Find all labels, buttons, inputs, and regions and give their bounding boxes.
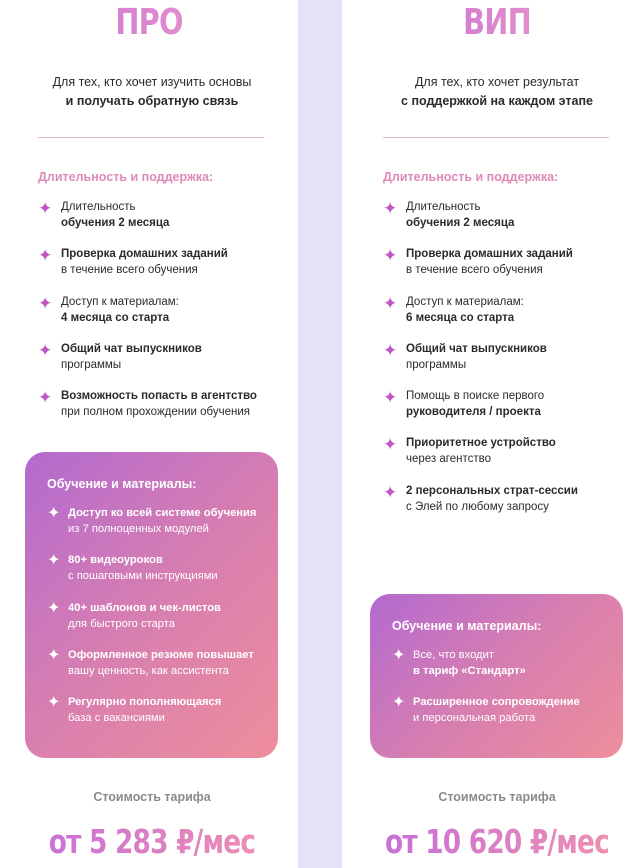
materials-item [47,552,268,599]
materials-list [392,647,613,742]
materials-item [47,647,268,694]
sparkle-icon: ✦ [38,388,53,408]
materials-item [392,647,613,694]
sparkle-icon: ✦ [47,599,61,617]
plan-title: ВИП [379,2,614,43]
sparkle-icon: ✦ [47,552,61,570]
materials-list [47,505,268,741]
feature-line-bold: Проверка домашних заданий [61,248,228,261]
feature-item [383,199,638,246]
materials-box [25,452,278,758]
sparkle-icon: ✦ [47,646,61,664]
materials-item [47,505,268,552]
materials-item [392,694,613,741]
feature-item [383,483,638,530]
feature-item [38,246,288,293]
feature-line-bold: Проверка домашних заданий [406,248,573,261]
feature-line-bold: 6 месяца со старта [406,311,515,324]
materials-line-bold: Расширенное сопровождение [413,696,580,709]
price-label: Стоимость тарифа [93,790,211,804]
materials-line-bold: Доступ ко всей системе обучения [68,507,257,519]
feature-list [38,199,288,435]
feature-item [383,435,638,482]
feature-line-bold: Общий чат выпускников [406,342,547,355]
materials-item [47,694,268,741]
price-value: от 10 620 ₽/мес [379,822,614,861]
feature-line-bold: Приоритетное устройство [406,437,556,450]
subtitle-bold-line: с поддержкой на каждом этапе [401,94,593,108]
materials-line: для быстрого старта [68,617,176,630]
feature-line: через агентство [406,453,492,466]
feature-line-bold: 4 месяца со старта [61,311,170,324]
feature-line-bold: Возможность попасть в агентство [61,390,257,403]
subtitle-bold-line: и получать обратную связь [65,94,239,108]
materials-heading: Обучение и материалы: [392,619,542,633]
sparkle-icon: ✦ [47,505,61,522]
sparkle-icon: ✦ [47,694,61,712]
section-heading: Длительность и поддержка: [38,170,214,184]
materials-box [370,594,623,758]
feature-item [38,388,288,435]
price-value: от 5 283 ₽/мес [35,822,269,861]
sparkle-icon: ✦ [392,694,406,712]
materials-line: вашу ценность, как ассистента [68,664,229,677]
feature-line-bold: Общий чат выпускников [61,342,202,355]
plan-card-vip [342,0,644,868]
feature-line-bold: руководителя / проекта [406,406,541,419]
feature-item [383,388,638,435]
plan-subtitle [6,73,298,111]
subtitle-line: Для тех, кто хочет изучить основы [52,75,252,89]
feature-line-bold: обучения 2 месяца [406,217,515,229]
sparkle-icon: ✦ [383,199,398,218]
feature-line: Доступ к материалам: [406,295,524,308]
materials-line-bold: 40+ шаблонов и чек-листов [68,601,221,614]
feature-line: Длительность [61,201,136,213]
materials-item [47,600,268,647]
subtitle-line: Для тех, кто хочет результат [414,75,580,89]
divider [38,137,264,138]
plan-subtitle [350,73,644,111]
materials-line-bold: Регулярно пополняющаяся [68,696,222,709]
materials-heading: Обучение и материалы: [47,477,197,491]
divider [383,137,609,138]
feature-line: Помощь в поиске первого [406,390,545,403]
feature-item [38,341,288,388]
sparkle-icon: ✦ [38,199,53,218]
materials-line-bold: 80+ видеоуроков [68,554,163,567]
materials-line: из 7 полноценных модулей [68,523,209,535]
plan-title: ПРО [30,2,268,43]
materials-line-bold: в тариф «Стандарт» [413,665,526,677]
feature-line: в течение всего обучения [61,264,198,277]
sparkle-icon: ✦ [383,482,398,502]
sparkle-icon: ✦ [392,647,406,664]
feature-line: Доступ к материалам: [61,295,179,308]
feature-line: программы [61,358,122,371]
sparkle-icon: ✦ [383,340,398,360]
feature-line: с Элей по любому запросу [406,500,549,513]
materials-line: база с вакансиями [68,712,165,725]
price-label: Стоимость тарифа [438,790,556,804]
plan-card-pro [0,0,298,868]
feature-line: при полном прохождении обучения [61,406,251,419]
materials-line: Все, что входит [413,649,494,661]
materials-line: с пошаговыми инструкциями [68,570,218,583]
section-heading: Длительность и поддержка: [383,170,559,184]
materials-line-bold: Оформленное резюме повышает [68,648,254,661]
feature-line: программы [406,358,467,371]
sparkle-icon: ✦ [38,246,53,266]
sparkle-icon: ✦ [383,435,398,455]
feature-line-bold: 2 персональных страт-сессии [406,484,578,497]
materials-line: и персональная работа [413,712,536,725]
sparkle-icon: ✦ [38,293,53,313]
feature-item [38,199,288,246]
feature-item [383,246,638,293]
feature-line-bold: обучения 2 месяца [61,217,170,229]
sparkle-icon: ✦ [383,388,398,408]
feature-line: Длительность [406,201,481,213]
sparkle-icon: ✦ [383,293,398,313]
feature-item [38,294,288,341]
sparkle-icon: ✦ [38,340,53,360]
feature-list [383,199,638,530]
feature-line: в течение всего обучения [406,264,543,277]
sparkle-icon: ✦ [383,246,398,266]
feature-item [383,341,638,388]
feature-item [383,294,638,341]
